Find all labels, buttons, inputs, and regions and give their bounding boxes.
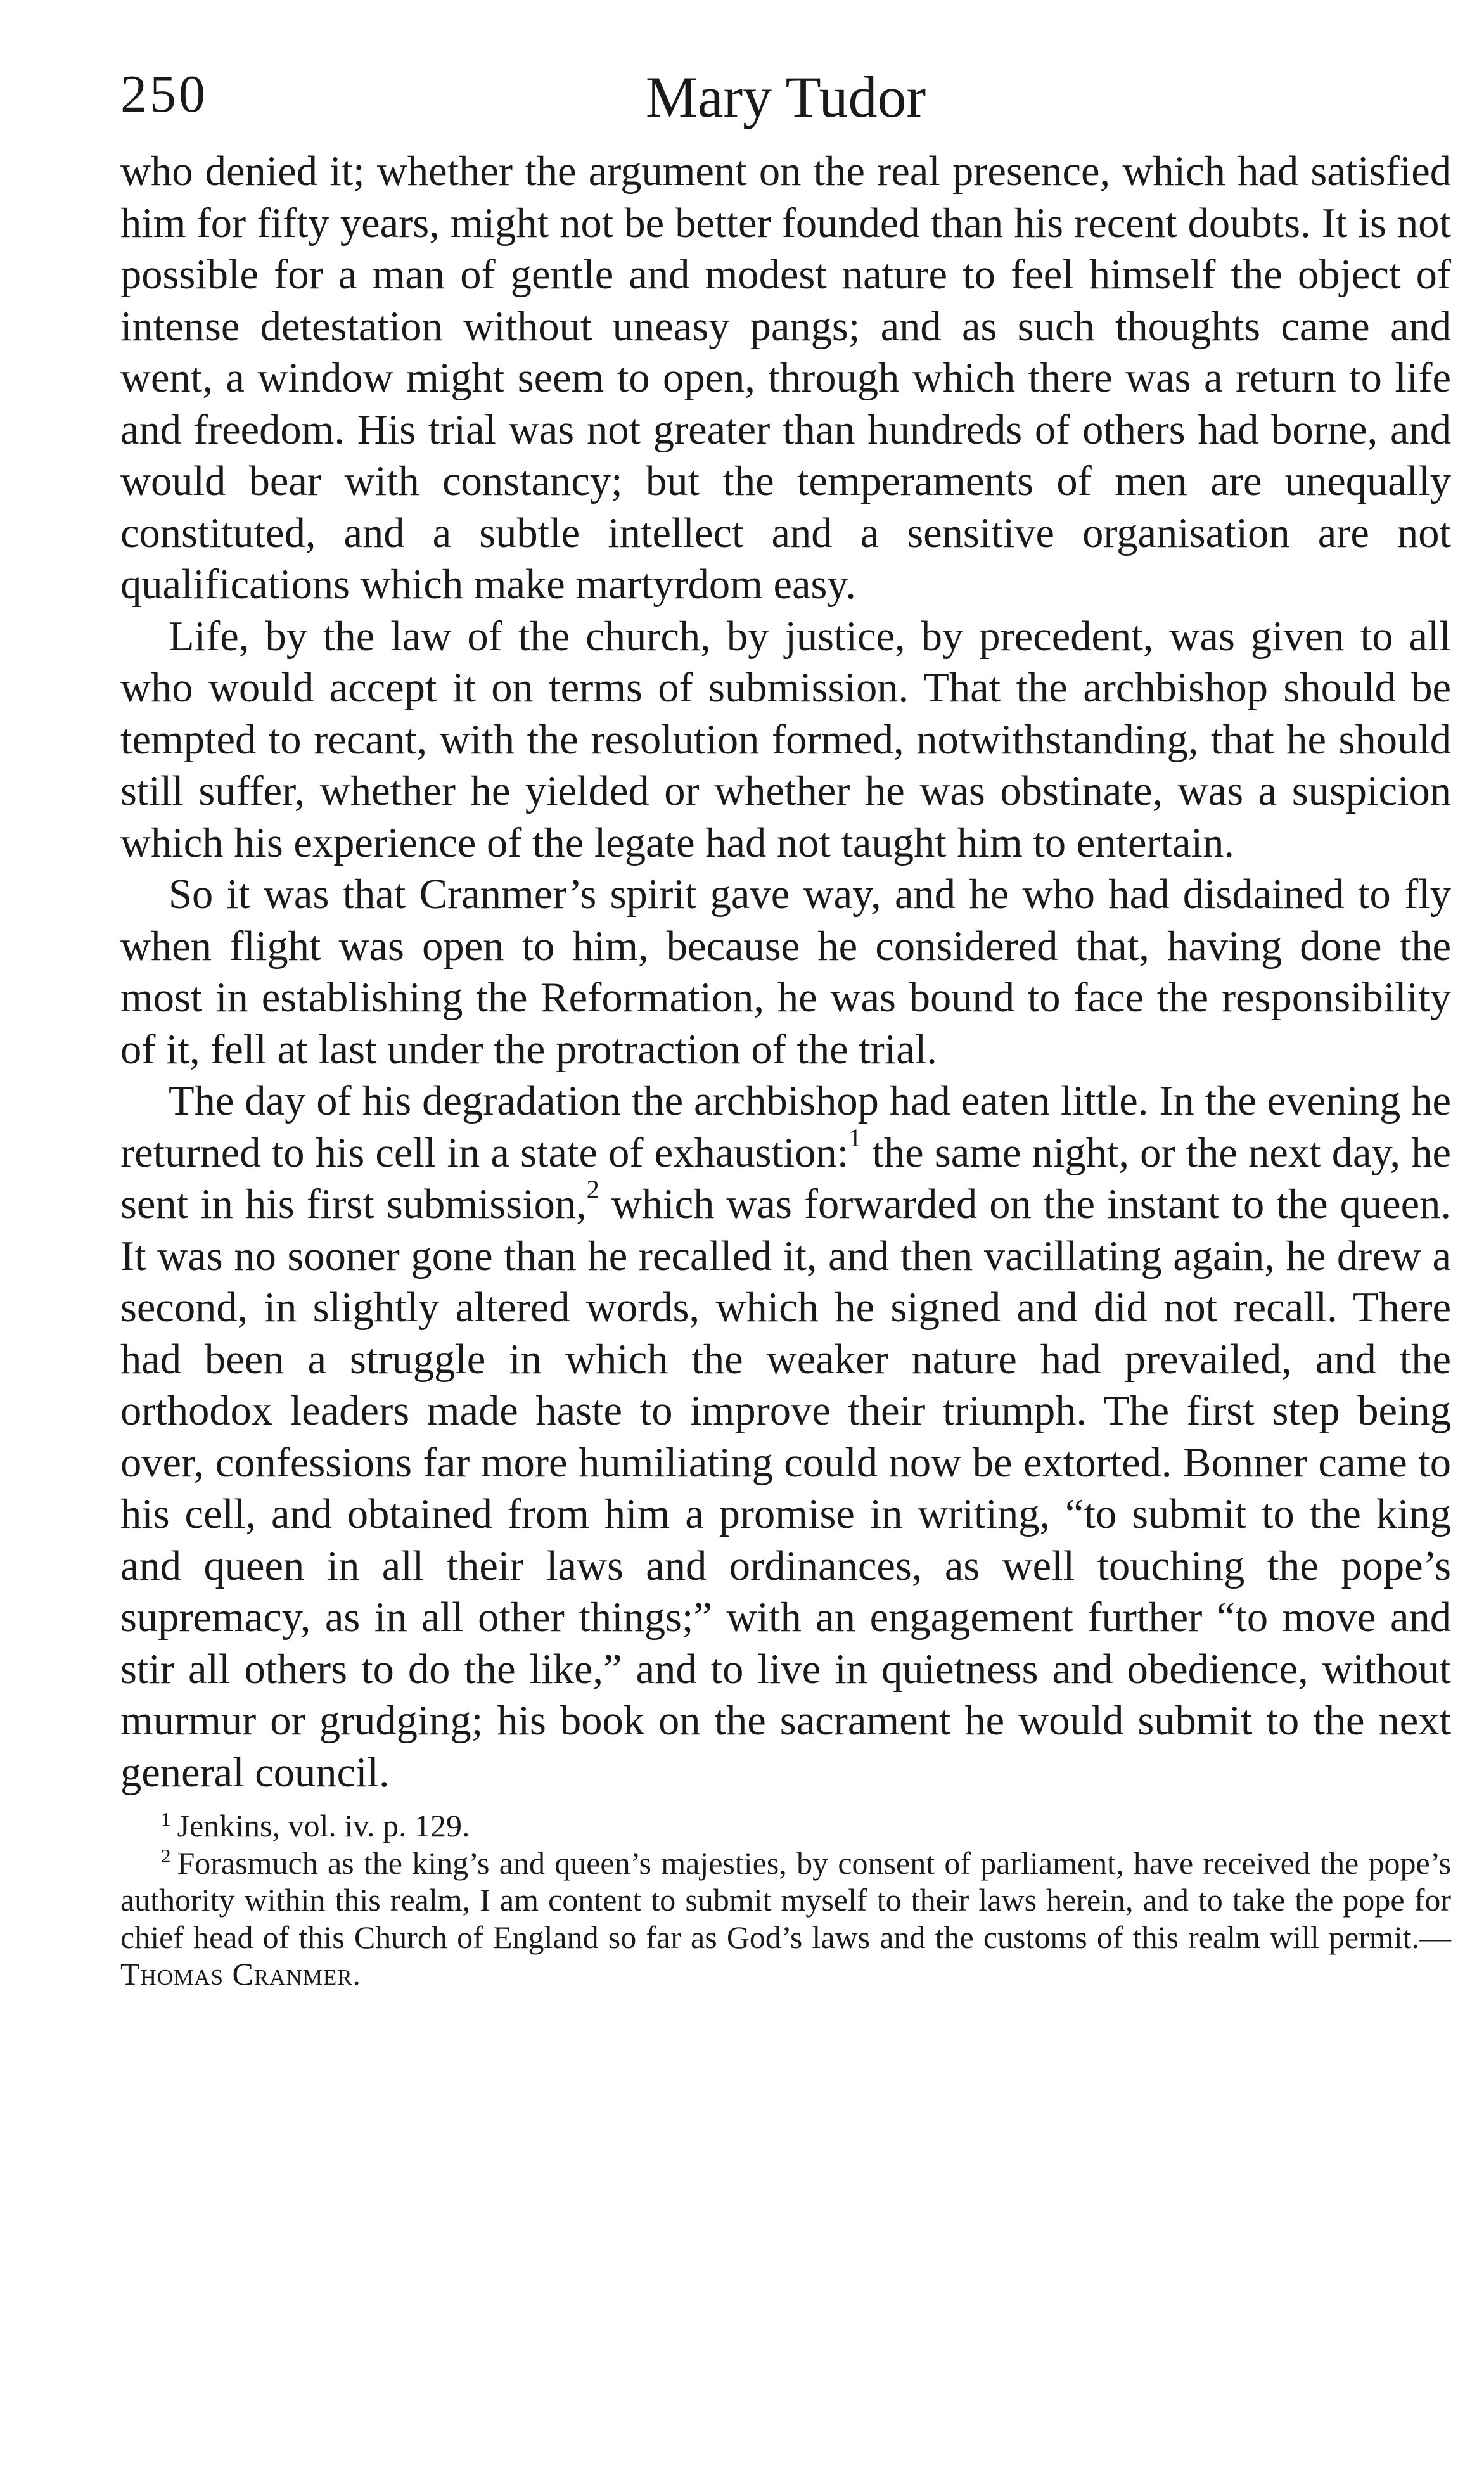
paragraph-text: which was forwarded on the instant to the queen. It was no sooner gone than he recalled it, and then vacillating again, he drew a second, in slightly altered words, which he signed and did not recall. There had been a struggle in which the weaker nature had prevailed, and the orthodox leaders made haste to improve their triumph. The first step being over, confessions far more humiliating could now be extorted. Bonner came to his cell, and obtained from him a promise in writing, “to submit to the king and queen in all their laws and ordinances, as well touching the pope’s supremacy, as in all other things;” with an engagement further “to move and stir all others to do the like,” and to live in quietness and obedience, without murmur or grudging; his book on the sacrament he would submit to the next general council. [120, 1181, 1451, 1796]
footnotes [120, 1807, 1451, 1993]
paragraph-text: the same night, or the next day, he sent in his first submission, [120, 1129, 1452, 1227]
paragraph: So it was that Cranmer’s spirit gave way, and he who had disdained to fly when flight was open to him, because he considered that, having done the most in establishing the Reformation, he was bound to face the responsibility of it, fell at last under the protraction of the trial. [120, 871, 1451, 1073]
footnote-reference: 1 [848, 1123, 862, 1152]
footnote-signature: Thomas Cranmer. [120, 1956, 362, 1992]
paragraph: Life, by the law of the church, by justice, by precedent, was given to all who would accept it on terms of submission. That the archbishop should be tempted to recant, with the resolution formed, notwithstanding, that he should still suffer, whether he yielded or whether he was obstinate, was a suspicion which his experience of the legate had not taught him to entertain. [120, 613, 1451, 866]
footnote-number: 1 [161, 1807, 171, 1830]
body-text [120, 146, 1451, 1798]
page-number: 250 [120, 65, 208, 124]
footnote-number: 2 [161, 1845, 171, 1867]
running-title: Mary Tudor [645, 65, 926, 129]
footnote-reference: 2 [586, 1175, 599, 1204]
book-page [120, 51, 1451, 1993]
paragraph [120, 1075, 1451, 1798]
paragraph-text: The day of his degradation the archbishop had eaten little. In the evening he returned to his cell in a state of exhaustion: [120, 1078, 1451, 1176]
running-head [120, 51, 1451, 146]
footnote [120, 1845, 1451, 1993]
footnote-text: Jenkins, vol. iv. p. 129. [177, 1808, 470, 1843]
footnote-text: Forasmuch as the king’s and queen’s majesties, by consent of parliament, have received the pope’s authority within this realm, I am content to submit myself to their laws herein, and to take the pope for chief head of this Church of England so far as God’s laws and the customs of this realm will permit.— [120, 1845, 1451, 1955]
footnote [120, 1807, 1451, 1845]
paragraph: who denied it; whether the argument on the real presence, which had satisfied him for fifty years, might not be better founded than his recent doubts. It is not possible for a man of gentle and modest nature to feel himself the object of intense detestation without uneasy pangs; and as such thoughts came and went, a window might seem to open, through which there was a return to life and freedom. His trial was not greater than hundreds of others had borne, and would bear with constancy; but the temperaments of men are unequally constituted, and a subtle intellect and a sensitive organisation are not qualifications which make martyrdom easy. [120, 148, 1451, 608]
